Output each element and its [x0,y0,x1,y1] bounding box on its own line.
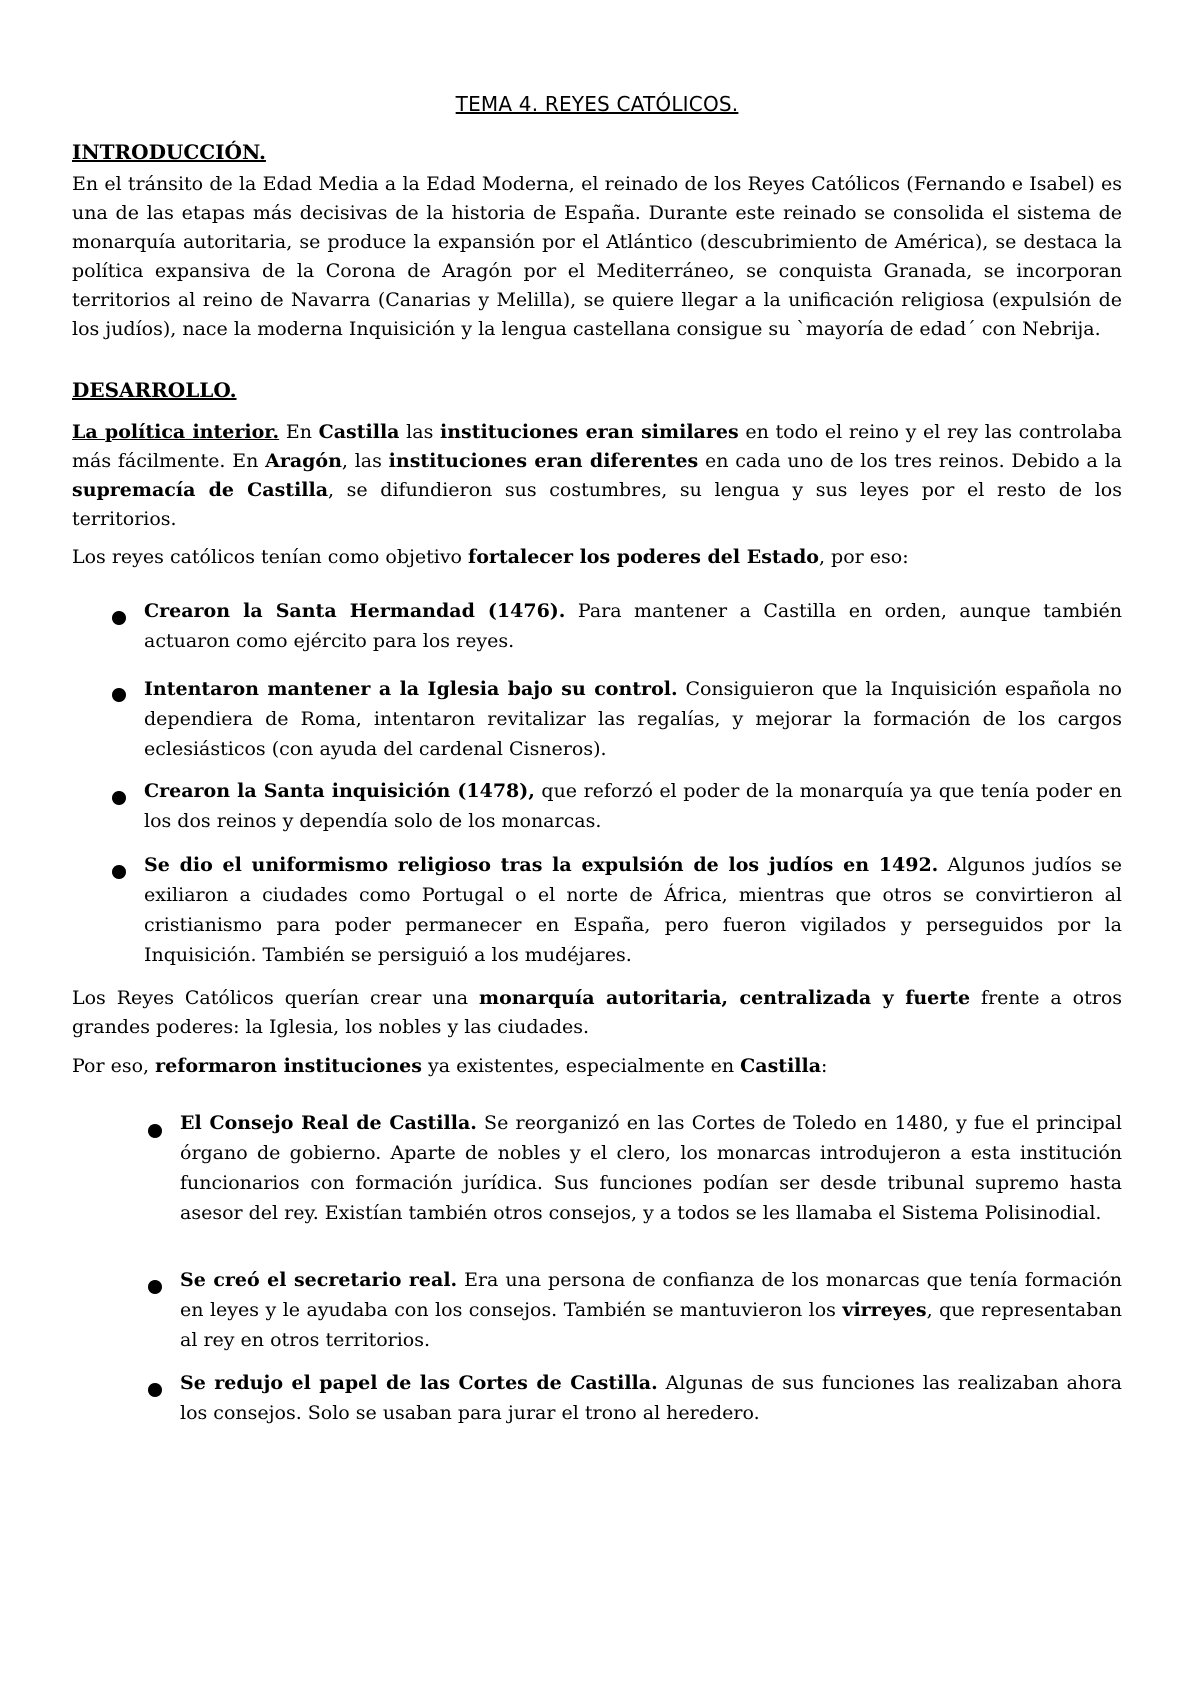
objetivo-paragraph: Los reyes católicos tenían como objetivo fortalecer los poderes del Estado, por eso: [72,546,909,568]
reforma-paragraph: Por eso, reformaron instituciones ya existentes, especialmente en Castilla: [72,1055,828,1077]
list-item: Crearon la Santa inquisición (1478), que reforzó el poder de la monarquía ya que tenía poder en los dos reinos y dependía solo de los monarcas. [144,780,1123,832]
development-heading: DESARROLLO. [72,378,237,402]
bullet-icon [148,1280,162,1294]
politica-interior-label: La política interior. [72,421,280,443]
bullet-icon [112,611,126,625]
intro-heading: INTRODUCCIÓN. [72,140,266,164]
list-item: Intentaron mantener a la Iglesia bajo su control. Consiguieron que la Inquisición española no dependiera de Roma, intentaron revitalizar las regalías, y mejorar la formación de los cargos eclesiásticos (con ayuda del cardenal Cisneros). [144,678,1122,760]
list-item: Crearon la Santa Hermandad (1476). Para mantener a Castilla en orden, aunque también actuaron como ejército para los reyes. [144,600,1122,652]
bullet-icon [112,688,126,702]
page-title: TEMA 4. REYES CATÓLICOS. [455,92,739,116]
bullet-icon [112,791,126,805]
list-item: Se creó el secretario real. Era una persona de confianza de los monarcas que tenía formación en leyes y le ayudaba con los consejos. También se mantuvieron los virreyes, que representaban al rey en otros territorios. [180,1269,1122,1351]
bullet-icon [148,1124,162,1138]
bullet-icon [112,865,126,879]
list-item: El Consejo Real de Castilla. Se reorganizó en las Cortes de Toledo en 1480, y fue el principal órgano de gobierno. Aparte de nobles y el clero, los monarcas introdujeron a esta institución funcionarios con formación jurídica. Sus funciones podían ser desde tribunal supremo hasta asesor del rey. Existían también otros consejos, y a todos se les llamaba el Sistema Polisinodial. [180,1112,1123,1224]
list-item: Se redujo el papel de las Cortes de Castilla. Algunas de sus funciones las realizaban ahora los consejos. Solo se usaban para jurar el trono al heredero. [180,1372,1122,1424]
monarquia-paragraph: Los Reyes Católicos querían crear una monarquía autoritaria, centralizada y fuerte frente a otros grandes poderes: la Iglesia, los nobles y las ciudades. [72,987,1123,1038]
list-item: Se dio el uniformismo religioso tras la expulsión de los judíos en 1492. Algunos judíos se exiliaron a ciudades como Portugal o el norte de África, mientras que otros se convirtieron al cristianismo para poder permanecer en España, pero fueron vigilados y perseguidos por la Inquisición. También se persiguió a los mudéjares. [144,854,1123,966]
politica-interior-paragraph: La política interior. En Castilla las instituciones eran similares en todo el reino y el rey las controlaba más fácilmente. En Aragón, las instituciones eran diferentes en cada uno de los tres reinos. Debido a la supremacía de Castilla, se difundieron sus costumbres, su lengua y sus leyes por el resto de los territorios. [72,421,1123,530]
intro-paragraph: En el tránsito de la Edad Media a la Edad Moderna, el reinado de los Reyes Católicos (Fernando e Isabel) es una de las etapas más decisivas de la historia de España. Durante este reinado se consolida el sistema de monarquía autoritaria, se produce la expansión por el Atlántico (descubrimiento de América), se destaca la política expansiva de la Corona de Aragón por el Mediterráneo, se conquista Granada, se incorporan territorios al reino de Navarra (Canarias y Melilla), se quiere llegar a la unificación religiosa (expulsión de los judíos), nace la moderna Inquisición y la lengua castellana consigue su `mayoría de edad´ con Nebrija. [72,173,1122,340]
bullet-icon [148,1383,162,1397]
